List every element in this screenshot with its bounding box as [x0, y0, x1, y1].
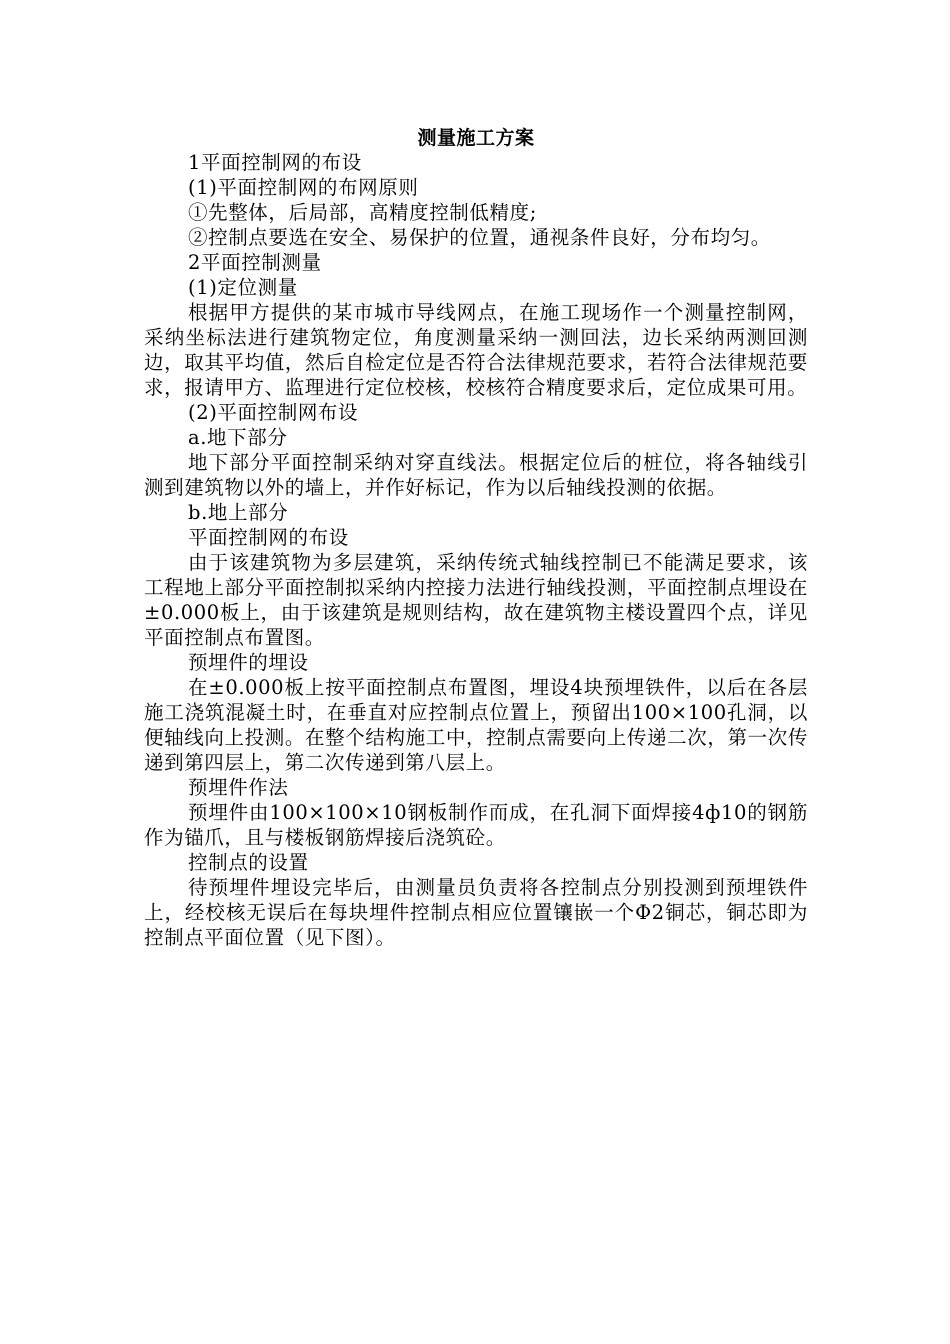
- document-title: 测量施工方案: [417, 127, 535, 149]
- body-paragraph: 预埋件由100×100×10钢板制作而成，在孔洞下面焊接4ф10的钢筋作为锚爪，且与楼板钢筋焊接后浇筑砼。: [144, 801, 808, 849]
- subsection-heading: (1)定位测量: [188, 276, 298, 299]
- subsection-heading: (1)平面控制网的布网原则: [188, 176, 419, 199]
- subsection-heading: b.地上部分: [188, 501, 289, 524]
- section-heading: 1平面控制网的布设: [188, 151, 362, 174]
- principle-item: ①先整体，后局部，高精度控制低精度;: [188, 201, 537, 224]
- body-paragraph: 由于该建筑物为多层建筑，采纳传统式轴线控制已不能满足要求，该工程地上部分平面控制拟采纳内控接力法进行轴线投测，平面控制点埋设在±0.000板上，由于该建筑是规则结构，故在建筑物主楼设置四个点，详见平面控制点布置图。: [144, 551, 808, 649]
- body-paragraph: 待预埋件埋设完毕后，由测量员负责将各控制点分别投测到预埋铁件上，经校核无误后在每块埋件控制点相应位置镶嵌一个Φ2铜芯，铜芯即为控制点平面位置（见下图）。: [144, 876, 808, 949]
- body-paragraph: 在±0.000板上按平面控制点布置图，埋设4块预埋铁件，以后在各层施工浇筑混凝土时，在垂直对应控制点位置上，预留出100×100孔洞，以便轴线向上投测。在整个结构施工中，控制点需要向上传递二次，第一次传递到第四层上，第二次传递到第八层上。: [144, 676, 808, 774]
- section-heading: 2平面控制测量: [188, 251, 322, 274]
- subsection-heading: (2)平面控制网布设: [188, 401, 359, 424]
- subsection-heading: 预埋件作法: [188, 776, 289, 799]
- body-paragraph: 根据甲方提供的某市城市导线网点，在施工现场作一个测量控制网，采纳坐标法进行建筑物定位，角度测量采纳一测回法，边长采纳两测回测边，取其平均值，然后自检定位是否符合法律规范要求，若符合法律规范要求，报请甲方、监理进行定位校核，校核符合精度要求后，定位成果可用。: [144, 301, 808, 399]
- document-body: [144, 126, 808, 950]
- subsection-heading: 控制点的设置: [188, 851, 309, 874]
- subsection-heading: 平面控制网的布设: [188, 526, 349, 549]
- subsection-heading: a.地下部分: [188, 426, 288, 449]
- principle-item: ②控制点要选在安全、易保护的位置，通视条件良好，分布均匀。: [188, 226, 771, 249]
- subsection-heading: 预埋件的埋设: [188, 651, 309, 674]
- body-paragraph: 地下部分平面控制采纳对穿直线法。根据定位后的桩位，将各轴线引测到建筑物以外的墙上，并作好标记，作为以后轴线投测的依据。: [144, 451, 808, 499]
